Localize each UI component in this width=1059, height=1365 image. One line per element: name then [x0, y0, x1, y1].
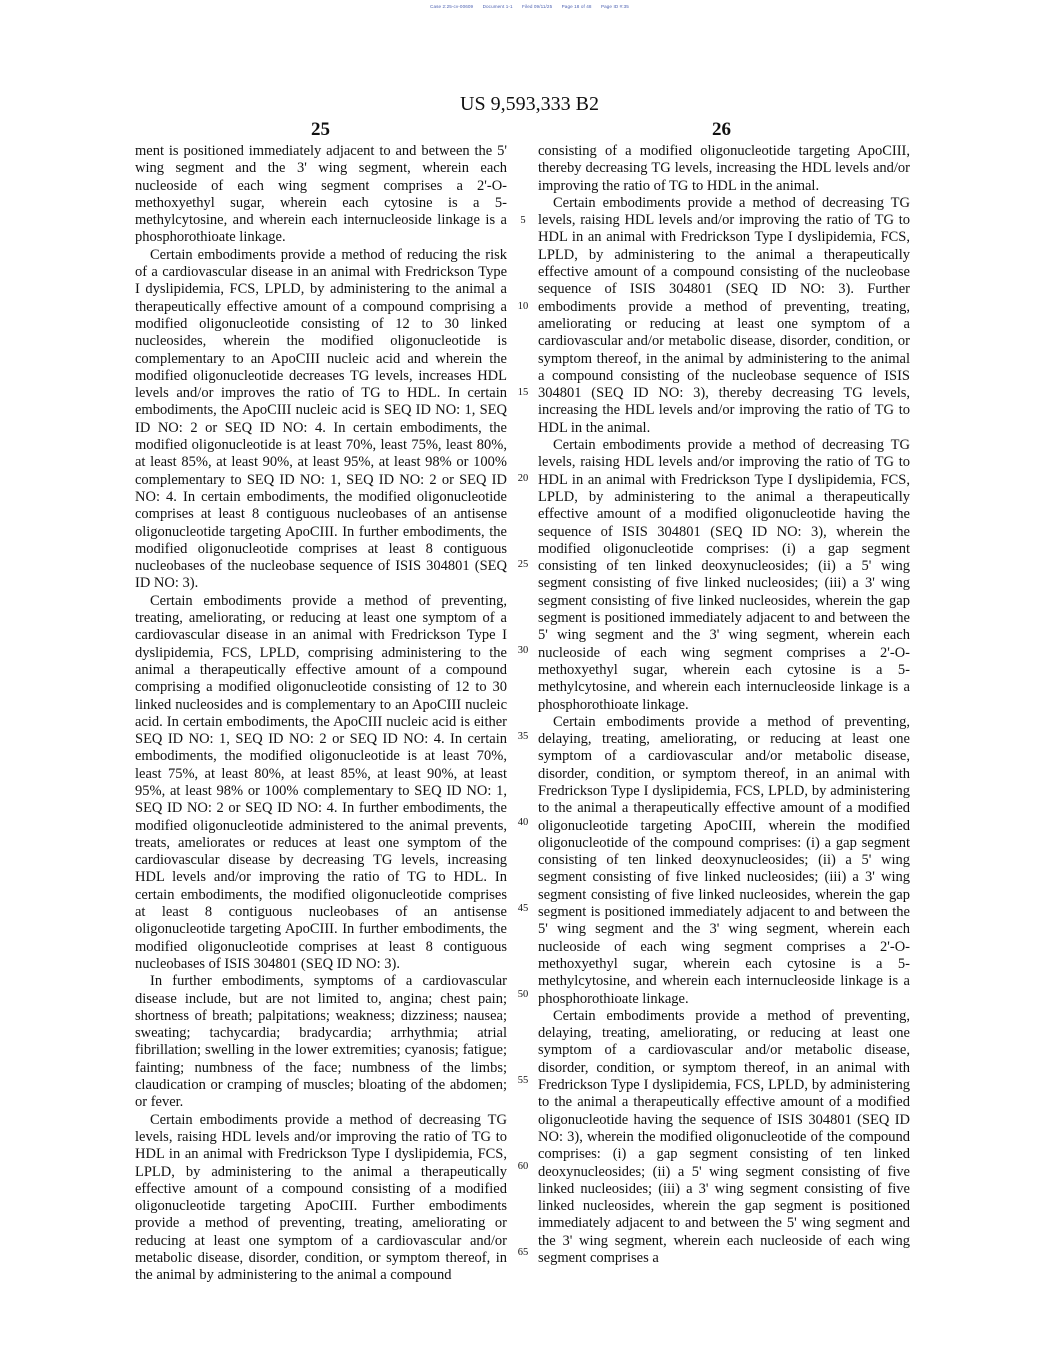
document-number: Document 1-1 [482, 4, 513, 9]
patent-number: US 9,593,333 B2 [460, 93, 599, 115]
right-text-column [538, 143, 910, 1267]
filed-date: Filed 09/11/25 [522, 4, 553, 9]
paragraph: Certain embodiments provide a method of decreasing TG levels, raising HDL levels and/or improving the ratio of TG to HDL in an animal with Fredrickson Type I dyslipidemia, FCS, LPLD, by administering to the animal a therapeutically effective amount of a compound consisting of the nucleobase sequence of ISIS 304801 (SEQ ID NO: 3). Further embodiments provide a method of preventing, treating, ameliorating or reducing at least one symptom of a cardiovascular and/or metabolic disease, disorder, condition, or symptom thereof, in the animal by administering to the animal a compound consisting of the nucleobase sequence of ISIS 304801 (SEQ ID NO: 3), thereby decreasing TG levels, increasing the HDL levels and/or improving the ratio of TG to HDL in the animal. [538, 194, 910, 436]
paragraph: Certain embodiments provide a method of preventing, treating, ameliorating, or reducing at least one symptom of a cardiovascular disease in an animal with Fredrickson Type I dyslipidemia, FCS, LPLD, comprising administering to the animal a therapeutically effective amount of a compound comprising a modified oligonucleotide consisting of 12 to 30 linked nucleosides and is complementary to an ApoCIII nucleic acid. In certain embodiments, the ApoCIII nucleic acid is either SEQ ID NO: 1, SEQ ID NO: 2 or SEQ ID NO: 4. In certain embodiments, the modified oligonucleotide is at least 70%, least 75%, at least 80%, at least 85%, at least 90%, at least 95%, at least 98% or 100% complementary to SEQ ID NO: 1, SEQ ID NO: 2 or SEQ ID NO: 4. In further embodiments, the modified oligonucleotide administered to the animal prevents, treats, ameliorates or reduces at least one symptom of the cardiovascular disease by decreasing TG levels, increasing HDL levels and/or improving the ratio of TG to HDL. In certain embodiments, the modified oligonucleotide comprises at least 8 contiguous nucleobases of an antisense oligonucleotide targeting ApoCIII. In further embodiments, the modified oligonucleotide comprises at least 8 contiguous nucleobases of ISIS 304801 (SEQ ID NO: 3). [135, 592, 507, 972]
court-filing-header [0, 4, 1059, 9]
line-number: 40 [517, 817, 529, 828]
left-text-column [135, 143, 507, 1285]
page-count: Page 18 of 48 [561, 4, 592, 9]
paragraph: Certain embodiments provide a method of reducing the risk of a cardiovascular disease in an animal with Fredrickson Type I dyslipidemia, FCS, LPLD, by administering to the animal a therapeutically effective amount of a compound comprising a modified oligonucleotide consisting of 12 to 30 linked nucleosides, wherein the modified oligonucleotide is complementary to an ApoCIII nucleic acid and wherein the modified oligonucleotide decreases TG levels, increases HDL levels and/or improves the ratio of TG to HDL. In certain embodiments, the ApoCIII nucleic acid is SEQ ID NO: 1, SEQ ID NO: 2 or SEQ ID NO: 4. In certain embodiments, the modified oligonucleotide is at least 70%, least 75%, least 80%, at least 85%, at least 90%, at least 95%, at least 98% or 100% complementary to SEQ ID NO: 1, SEQ ID NO: 2 or SEQ ID NO: 4. In certain embodiments, the modified oligonucleotide comprises at least 8 contiguous nucleobases of an antisense oligonucleotide targeting ApoCIII. In further embodiments, the modified oligonucleotide comprises at least 8 contiguous nucleobases of the nucleobase sequence of ISIS 304801 (SEQ ID NO: 3). [135, 246, 507, 592]
line-number: 25 [517, 559, 529, 570]
page-id: Page ID #:35 [600, 4, 629, 9]
paragraph: In further embodiments, symptoms of a cardiovascular disease include, but are not limited to, angina; chest pain; shortness of breath; palpitations; weakness; dizziness; nausea; sweating; tachycardia; bradycardia; arrhythmia; atrial fibrillation; swelling in the lower extremities; cyanosis; fatigue; fainting; numbness of the face; numbness of the limbs; claudication or cramping of muscles; bloating of the abdomen; or fever. [135, 973, 507, 1111]
line-number: 55 [517, 1075, 529, 1086]
column-number-left: 25 [311, 119, 330, 140]
paragraph: ment is positioned immediately adjacent to and between the 5' wing segment and the 3' wing segment, wherein each nucleoside of each wing segment comprises a 2'-O-methoxyethyl sugar, wherein each cytosine is a 5-methylcytosine, and wherein each internucleoside linkage is a phosphorothioate linkage. [135, 143, 507, 246]
line-number: 30 [517, 645, 529, 656]
line-number: 10 [517, 301, 529, 312]
line-number: 60 [517, 1161, 529, 1172]
line-number: 5 [520, 215, 526, 226]
paragraph: consisting of a modified oligonucleotide targeting ApoCIII, thereby decreasing TG levels, increasing the HDL levels and/or improving the ratio of TG to HDL in the animal. [538, 143, 910, 194]
line-number: 45 [517, 903, 529, 914]
column-number-right: 26 [712, 119, 731, 140]
case-number: Case 2:25-cv-00609 [430, 4, 474, 9]
line-number: 15 [517, 387, 529, 398]
line-number: 35 [517, 731, 529, 742]
paragraph: Certain embodiments provide a method of preventing, delaying, treating, ameliorating, or reducing at least one symptom of a cardiovascular and/or metabolic disease, disorder, condition, or symptom thereof, in an animal with Fredrickson Type I dyslipidemia, FCS, LPLD, by administering to the animal a therapeutically effective amount of a modified oligonucleotide having the sequence of ISIS 304801 (SEQ ID NO: 3), wherein the modified oligonucleotide of the compound comprises: (i) a gap segment consisting of ten linked deoxynucleosides; (ii) a 5' wing segment consisting of five linked nucleosides; (iii) a 3' wing segment consisting of five linked nucleosides, wherein the gap segment is positioned immediately adjacent to and between the 5' wing segment and the 3' wing segment, wherein each nucleoside of each wing segment comprises a [538, 1007, 910, 1266]
paragraph: Certain embodiments provide a method of decreasing TG levels, raising HDL levels and/or improving the ratio of TG to HDL in an animal with Fredrickson Type I dyslipidemia, FCS, LPLD, by administering to the animal a therapeutically effective amount of a modified oligonucleotide having the sequence of ISIS 304801 (SEQ ID NO: 3), wherein the modified oligonucleotide comprises: (i) a gap segment consisting of ten linked deoxynucleosides; (ii) a 5' wing segment consisting of five linked nucleosides; (iii) a 3' wing segment consisting of five linked nucleosides, wherein the gap segment is positioned immediately adjacent to and between the 5' wing segment and the 3' wing segment, wherein each nucleoside of each wing segment comprises a 2'-O-methoxyethyl sugar, wherein each cytosine is a 5-methylcytosine, and wherein each internucleoside linkage is a phosphorothioate linkage. [538, 437, 910, 713]
line-number: 65 [517, 1247, 529, 1258]
paragraph: Certain embodiments provide a method of decreasing TG levels, raising HDL levels and/or improving the ratio of TG to HDL in an animal with Fredrickson Type I dyslipidemia, FCS, LPLD, by administering to the animal a therapeutically effective amount of a compound consisting of a modified oligonucleotide targeting ApoCIII. Further embodiments provide a method of preventing, treating, ameliorating or reducing at least one symptom of a cardiovascular and/or metabolic disease, disorder, condition, or symptom thereof, in the animal by administering to the animal a compound [135, 1111, 507, 1284]
line-number: 20 [517, 473, 529, 484]
line-number: 50 [517, 989, 529, 1000]
paragraph: Certain embodiments provide a method of preventing, delaying, treating, ameliorating, or reducing at least one symptom of a cardiovascular and/or metabolic disease, disorder, condition, or symptom thereof, in an animal with Fredrickson Type I dyslipidemia, FCS, LPLD, by administering to the animal a therapeutically effective amount of a modified oligonucleotide targeting ApoCIII, wherein the modified oligonucleotide of the compound comprises: (i) a gap segment consisting of ten linked deoxynucleosides; (ii) a 5' wing segment consisting of five linked nucleosides; (iii) a 3' wing segment consisting of five linked nucleosides, wherein the gap segment is positioned immediately adjacent to and between the 5' wing segment and the 3' wing segment, wherein each nucleoside of each wing segment comprises a 2'-O-methoxyethyl sugar, wherein each cytosine is a 5-methylcytosine, and wherein each internucleoside linkage is a phosphorothioate linkage. [538, 713, 910, 1007]
